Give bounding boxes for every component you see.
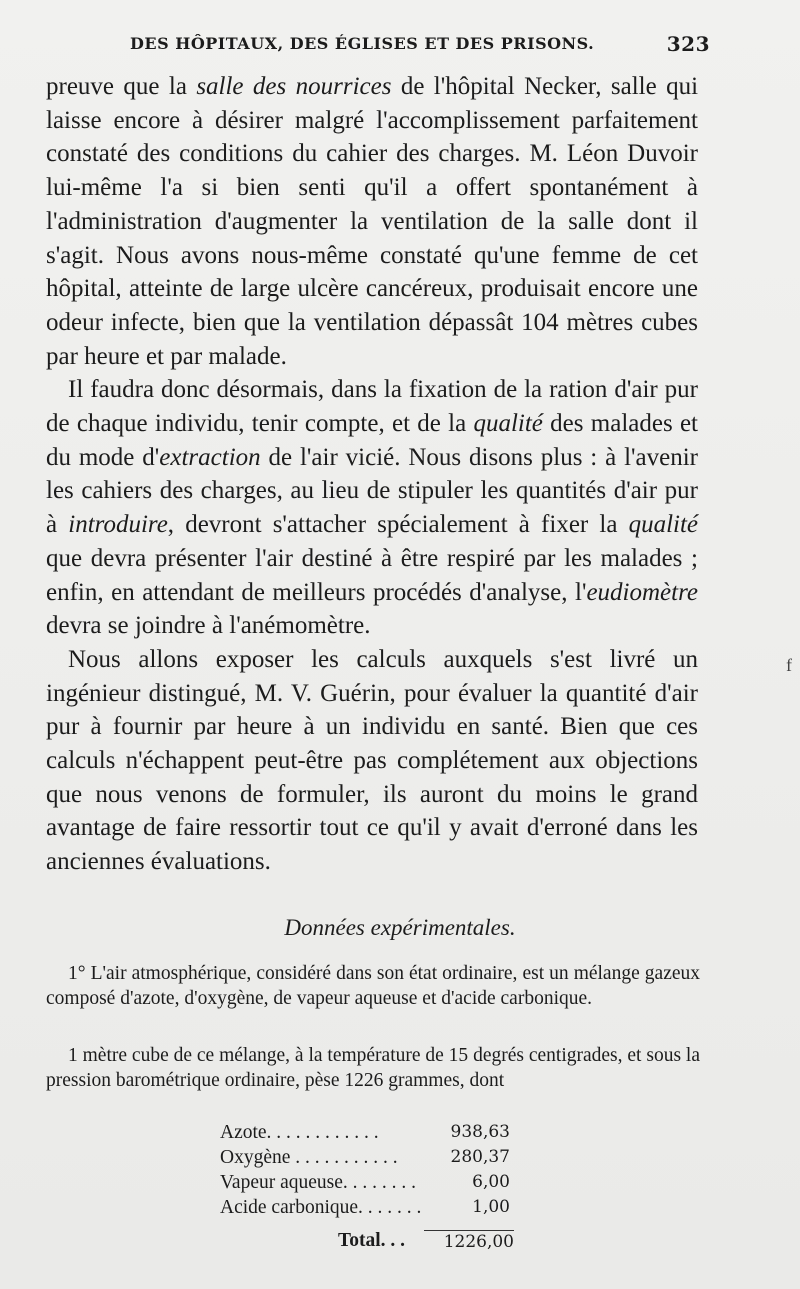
component-label: Oxygène . . . . . . . . . . . [220,1147,398,1168]
composition-paragraph [46,962,700,1011]
total-value: 1226,00 [424,1230,514,1252]
body-text [46,70,698,879]
italic-segment: extraction [159,443,261,471]
text-segment: que devra présenter l'air destiné à être respiré par les malades ; enfin, en attendant de meilleurs procédés d'analyse, l' [46,544,698,606]
component-value: 6,00 [472,1172,510,1192]
margin-mark: f [786,655,792,675]
page-header [130,34,710,62]
composition-table [220,1120,510,1220]
italic-segment: introduire [68,511,168,539]
component-value: 1,00 [472,1197,510,1217]
section-title: Données expérimentales. [284,915,516,940]
component-label: Azote. . . . . . . . . . . . [220,1122,379,1143]
table-row [220,1195,510,1220]
text-segment: de l'hôpital Necker, salle qui laisse encore à désirer malgré l'accomplissement parfaitement constaté des conditions du cahier des charges. M. Léon Duvoir lui-même l'a si bien senti qu'il a offert spontanément à l'administration d'augmenter la ventilation de la salle dont il s'agit. Nous avons nous-même constaté qu'une femme de cet hôpital, atteinte de large ulcère cancéreux, produisait encore une odeur infecte, bien que la ventilation dépassât 104 mètres cubes par heure et par malade. [46,73,699,370]
measure-text: 1 mètre cube de ce mélange, à la température de 15 degrés centigrades, et sous la pression barométrique ordinaire, pèse 1226 grammes, dont [46,1045,700,1091]
italic-segment: qualité [628,511,698,539]
table-row [220,1120,510,1145]
table-row [220,1170,510,1195]
text-segment: Il faudra donc désormais, dans la fixation de la ration d'air pur de chaque individu, tenir compte, et de la [46,376,698,438]
text-segment: des malades et du mode d' [46,410,698,471]
paragraph-guerin-calculations [46,643,698,879]
italic-segment: eudiomètre [586,578,698,606]
table-row [220,1145,510,1170]
total-row [300,1230,514,1252]
composition-text: 1° L'air atmosphérique, considéré dans son état ordinaire, est un mélange gazeux composé d'azote, d'oxygène, de vapeur aqueuse et d'acide carbonique. [46,963,700,1009]
total-label: Total. . . [338,1230,406,1251]
component-label: Vapeur aqueuse. . . . . . . . [220,1172,417,1193]
text-segment: preuve que la [46,73,197,100]
paragraph-ration-air [46,373,698,643]
running-title: DES HÔPITAUX, DES ÉGLISES ET DES PRISONS. [130,34,595,53]
text-segment: Nous allons exposer les calculs auxquels s'est livré un ingénieur distingué, M. V. Guérin, pour évaluer la quantité d'air pur à fournir par heure à un individu en santé. Bien que ces calculs n'échappent peut-être pas complétement aux objections que nous venons de formuler, ils auront du moins le grand avantage de faire ressortir tout ce qu'il y avait d'erroné dans les anciennes évaluations. [46,645,698,876]
text-segment: , devront s'attacher spécialement à fixer la [167,511,629,539]
text-segment: de l'air vicié. Nous disons plus : à l'avenir les cahiers des charges, au lieu de stipuler les quantités d'air pur à [46,443,698,539]
component-value: 280,37 [450,1147,510,1167]
paragraph-necker [46,70,698,373]
page-number: 323 [666,32,710,56]
component-label: Acide carbonique. . . . . . . [220,1197,422,1218]
italic-segment: qualité [473,410,543,438]
component-value: 938,63 [450,1122,510,1142]
text-segment: devra se joindre à l'anémomètre. [46,612,371,640]
measure-paragraph [46,1044,700,1093]
italic-segment: salle des nourrices [196,73,392,100]
